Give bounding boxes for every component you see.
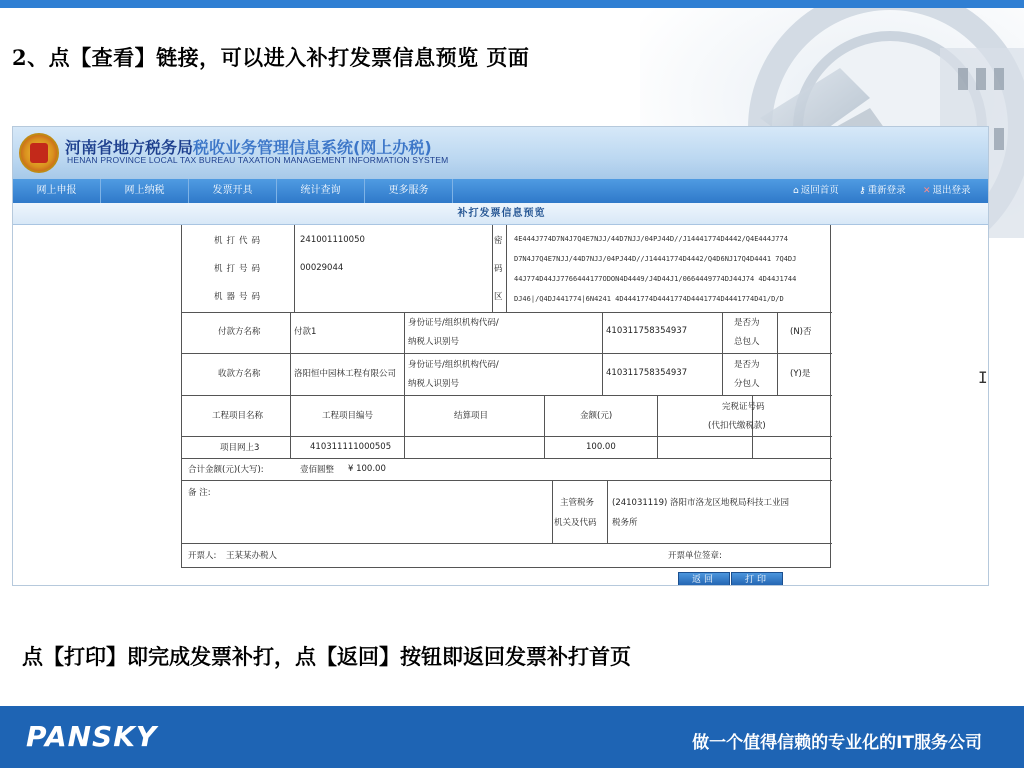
is-general-label-2: 总包人 bbox=[734, 337, 760, 347]
is-general-label-1: 是否为 bbox=[734, 318, 760, 328]
total-amount: ¥ 100.00 bbox=[348, 464, 386, 474]
payee-name-value: 洛阳恒中园林工程有限公司 bbox=[294, 369, 397, 379]
invoice-preview bbox=[181, 225, 831, 568]
nav-logout-link[interactable] bbox=[923, 179, 971, 203]
password-area-label-3: 区 bbox=[494, 292, 503, 302]
password-line: DJ46|/Q4DJ441774|6N4241 4D4441774D4441774D4441774D4441774D41/D/D bbox=[514, 295, 784, 303]
machine-number-label: 机打号码 bbox=[214, 264, 265, 274]
text-cursor-icon: I bbox=[978, 368, 988, 387]
col-tax-cert-1: 完税证号码 bbox=[722, 402, 765, 412]
nav-relogin-label: 重新登录 bbox=[867, 185, 906, 196]
tax-emblem-icon bbox=[19, 133, 59, 173]
slide-title: 2、点【查看】链接，可以进入补打发票信息预览 页面 bbox=[12, 45, 530, 70]
col-project-no: 工程项目编号 bbox=[322, 411, 374, 421]
nav-home-link[interactable] bbox=[793, 179, 839, 203]
payee-id-label-1: 身份证号/组织机构代码/ bbox=[408, 360, 499, 370]
is-general-value: (N)否 bbox=[790, 327, 812, 337]
row-project-name: 项目网上3 bbox=[220, 443, 260, 453]
action-buttons bbox=[678, 572, 784, 586]
nav-home-label: 返回首页 bbox=[800, 185, 839, 196]
payee-name-label: 收款方名称 bbox=[218, 369, 261, 379]
total-label: 合计金额(元)(大写): bbox=[188, 465, 264, 475]
password-area-label-1: 密 bbox=[494, 236, 503, 246]
is-sub-label-2: 分包人 bbox=[734, 379, 760, 389]
main-nav bbox=[13, 179, 989, 203]
app-title-main: 河南省地方税务局 bbox=[65, 138, 194, 157]
home-icon: ⌂ bbox=[793, 186, 799, 196]
nav-more-services[interactable]: 更多服务 bbox=[365, 179, 453, 203]
print-button[interactable]: 打印 bbox=[731, 572, 783, 586]
is-sub-label-1: 是否为 bbox=[734, 360, 760, 370]
payee-id-value: 410311758354937 bbox=[606, 368, 688, 378]
password-area-label-2: 码 bbox=[494, 264, 503, 274]
page-title-bar bbox=[13, 203, 989, 225]
issuer-value: 王某某办税人 bbox=[226, 551, 278, 561]
col-tax-cert-2: (代扣代缴税款) bbox=[708, 421, 766, 431]
close-icon: ✕ bbox=[923, 186, 931, 196]
machine-number-value: 00029044 bbox=[300, 263, 344, 273]
col-settlement: 结算项目 bbox=[454, 411, 489, 421]
seal-label: 开票单位签章: bbox=[668, 551, 722, 561]
machine-serial-label: 机器号码 bbox=[214, 292, 265, 302]
app-subtitle: HENAN PROVINCE LOCAL TAX BUREAU TAXATION MANAGEMENT INFORMATION SYSTEM bbox=[67, 155, 449, 165]
authority-label-2: 机关及代码 bbox=[554, 518, 597, 528]
payer-id-label-1: 身份证号/组织机构代码/ bbox=[408, 318, 499, 328]
app-header bbox=[13, 127, 989, 179]
slide-caption: 点【打印】即完成发票补打，点【返回】按钮即返回发票补打首页 bbox=[22, 644, 631, 669]
top-stripe bbox=[0, 0, 1024, 8]
password-line: D7N4J7Q4E7NJJ/44D7NJJ/04PJ44D//J14441774D4442/Q4D6NJ17Q4D4441 7Q4DJ bbox=[514, 255, 797, 263]
nav-logout-label: 退出登录 bbox=[932, 185, 971, 196]
back-button[interactable]: 返回 bbox=[678, 572, 730, 586]
nav-online-pay[interactable]: 网上纳税 bbox=[101, 179, 189, 203]
col-amount: 金额(元) bbox=[580, 411, 613, 421]
remark-label: 备 注: bbox=[188, 488, 211, 498]
authority-value-1: (241031119) 洛阳市洛龙区地税局科技工业园 bbox=[612, 498, 790, 508]
total-in-words: 壹佰圆整 bbox=[300, 465, 335, 475]
payer-id-label-2: 纳税人识别号 bbox=[408, 337, 460, 347]
password-line: 44J774D44JJ7766444177ODON4D4449/J4D44J1/0664449774DJ44J74 4D44J1744 bbox=[514, 275, 797, 283]
nav-statistics[interactable]: 统计查询 bbox=[277, 179, 365, 203]
app-window bbox=[12, 126, 989, 586]
footer-bar bbox=[0, 706, 1024, 768]
nav-invoice-issue[interactable]: 发票开具 bbox=[189, 179, 277, 203]
nav-relogin-link[interactable] bbox=[859, 179, 906, 203]
payer-name-label: 付款方名称 bbox=[218, 327, 261, 337]
authority-label-1: 主管税务 bbox=[560, 498, 595, 508]
key-icon: ⚷ bbox=[859, 186, 866, 196]
app-title-system: 税收业务管理信息系统(网上办税) bbox=[193, 138, 432, 157]
machine-code-value: 241001110050 bbox=[300, 235, 365, 245]
row-amount: 100.00 bbox=[586, 442, 616, 452]
footer-slogan: 做一个值得信赖的专业化的IT服务公司 bbox=[692, 733, 982, 753]
payer-name-value: 付款1 bbox=[294, 327, 317, 337]
machine-code-label: 机打代码 bbox=[214, 236, 265, 246]
issuer-label: 开票人: bbox=[188, 551, 217, 561]
page-title: 补打发票信息预览 bbox=[457, 208, 546, 219]
is-sub-value: (Y)是 bbox=[790, 369, 811, 379]
authority-value-2: 税务所 bbox=[612, 518, 638, 528]
password-line: 4E444J774D7N4J7Q4E7NJJ/44D7NJJ/04PJ44D//J14441774D4442/Q4E444J774 bbox=[514, 235, 788, 243]
nav-online-declare[interactable]: 网上申报 bbox=[13, 179, 101, 203]
pansky-logo: PANSKY bbox=[26, 720, 158, 753]
row-project-no: 410311111000505 bbox=[310, 442, 392, 452]
payee-id-label-2: 纳税人识别号 bbox=[408, 379, 460, 389]
col-project-name: 工程项目名称 bbox=[212, 411, 264, 421]
payer-id-value: 410311758354937 bbox=[606, 326, 688, 336]
